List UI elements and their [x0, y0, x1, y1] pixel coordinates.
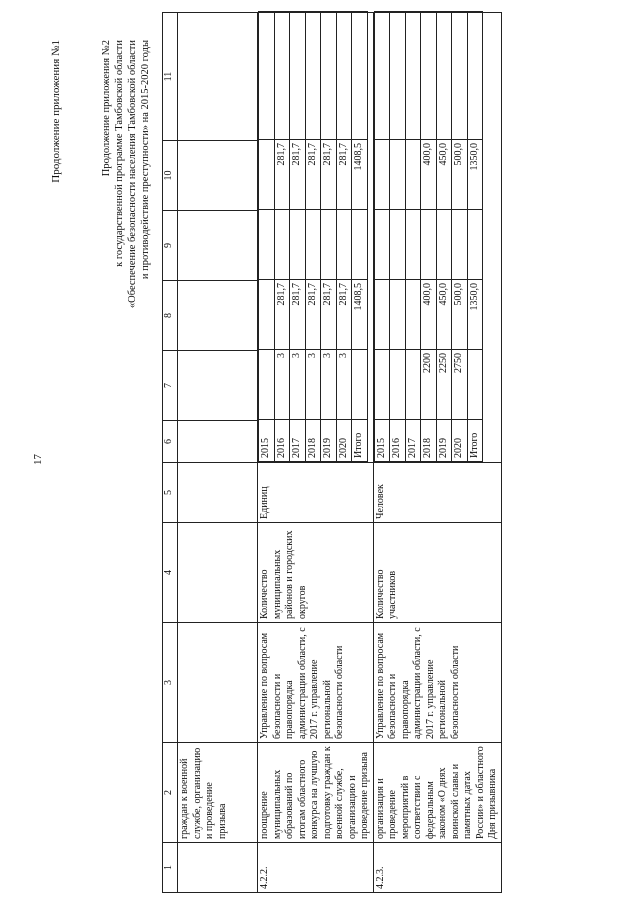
column-number-row — [163, 13, 178, 893]
header-line-4: и противодействие преступности» на 2015-2020 годы — [140, 40, 151, 280]
year-row: 2015 — [374, 12, 390, 462]
total-row: Итого 1350,0 1350,0 — [467, 12, 483, 462]
year-row: 2017 — [405, 12, 421, 462]
year-row: 2019 2250 450,0 450,0 — [436, 12, 452, 462]
continuation-appendix-1: Продолжение приложения №1 — [50, 40, 62, 183]
row-number: 4.2.3. — [373, 843, 501, 893]
table-row-4-2-3 — [373, 13, 501, 893]
col-num: 2 — [163, 743, 178, 843]
year-row: 2016 3 281,7 281,7 — [274, 12, 290, 462]
unit-text: Единиц — [258, 463, 374, 523]
year-row: 2020 2750 500,0 500,0 — [452, 12, 468, 462]
year-values — [258, 13, 374, 463]
row-number: 4.2.2. — [258, 843, 374, 893]
year-row: 2015 — [259, 12, 275, 462]
col-num: 1 — [163, 843, 178, 893]
year-row: 2016 — [390, 12, 406, 462]
col-num: 3 — [163, 623, 178, 743]
header-line-2: к государственной программе Тамбовской области — [114, 40, 125, 267]
col-num: 4 — [163, 523, 178, 623]
table-row-continuation — [178, 13, 258, 893]
measure-text: граждан к военной службе, организацию и проведение призыва — [178, 743, 258, 843]
col-num: 11 — [163, 13, 178, 141]
indicator-text: Количество участников — [373, 523, 501, 623]
appendix-header — [100, 40, 152, 480]
col-num: 7 — [163, 351, 178, 421]
header-line-1: Продолжение приложения №2 — [101, 40, 112, 177]
year-values — [373, 13, 501, 463]
executor-text: Управление по вопросам безопасности и правопорядка администрации области, с 2017 г. управление региональной безопасности области — [373, 623, 501, 743]
page-number: 17 — [32, 454, 44, 465]
year-row: 2018 3 281,7 281,7 — [305, 12, 321, 462]
year-row: 2017 3 281,7 281,7 — [290, 12, 306, 462]
indicator-text: Количество муниципальных районов и городских округов — [258, 523, 374, 623]
header-line-3: «Обеспечение безопасности населения Тамбовской области — [127, 40, 138, 309]
measure-text: организация и проведение мероприятий в соответствии с федеральным законом «О днях воинской славы и памятных датах России» и областного Дня призывника — [373, 743, 501, 843]
year-row: 2020 3 281,7 281,7 — [336, 12, 352, 462]
col-num: 10 — [163, 141, 178, 211]
table-row-4-2-2 — [258, 13, 374, 893]
unit-text: Человек — [373, 463, 501, 523]
col-num: 9 — [163, 211, 178, 281]
measure-text: поощрение муниципальных образований по итогам областного конкурса на лучшую подготовку граждан к военной службе, организацию и проведение призыва — [258, 743, 374, 843]
total-row: Итого 1408,5 1408,5 — [352, 12, 368, 462]
col-num: 6 — [163, 421, 178, 463]
year-row: 2018 2200 400,0 400,0 — [421, 12, 437, 462]
year-row: 2019 3 281,7 281,7 — [321, 12, 337, 462]
col-num: 8 — [163, 281, 178, 351]
program-table — [162, 12, 502, 893]
col-num: 5 — [163, 463, 178, 523]
executor-text: Управление по вопросам безопасности и правопорядка администрации области, с 2017 г. управление региональной безопасности области — [258, 623, 374, 743]
